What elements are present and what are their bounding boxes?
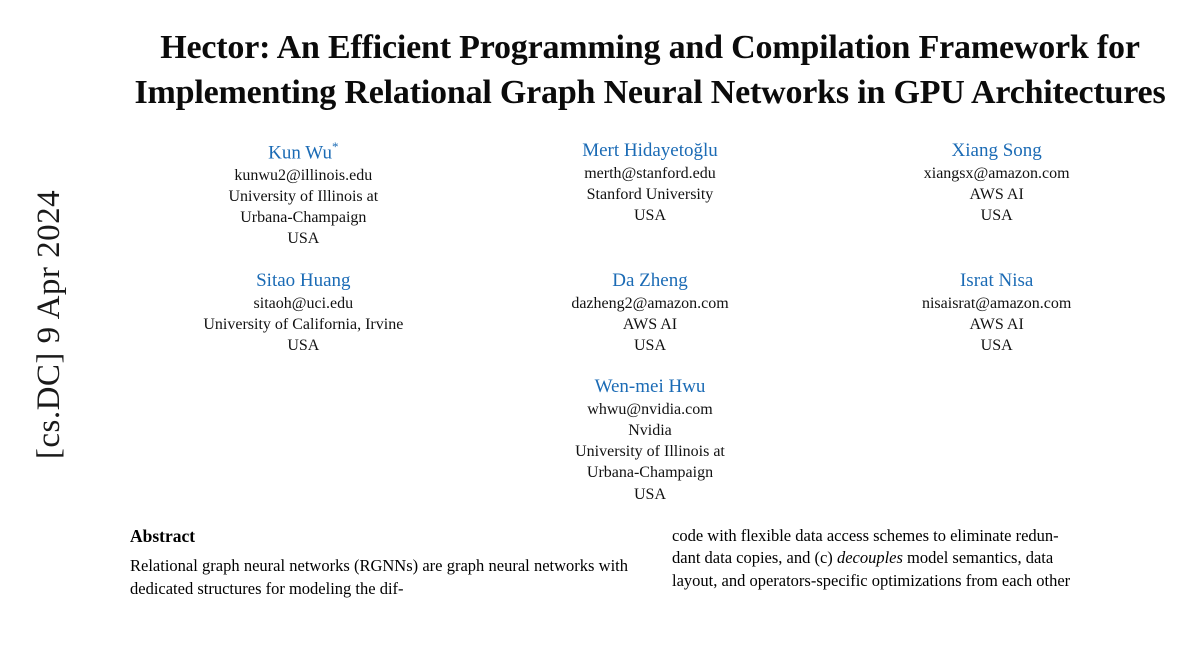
arxiv-identifier-stamp: [0, 0, 100, 648]
author-entry: [130, 138, 477, 250]
author-affiliation-line: University of California, Irvine: [203, 315, 404, 333]
author-block: [130, 138, 1170, 505]
author-name: Mert Hidayetoğlu: [582, 139, 718, 161]
author-affiliation-line: Stanford University: [586, 185, 714, 203]
author-entry: [477, 138, 824, 250]
author-email: sitaoh@uci.edu: [253, 294, 354, 312]
right-column: [672, 525, 1170, 601]
author-marker: *: [331, 138, 339, 154]
author-affiliation-line: Urbana-Champaign: [586, 464, 714, 482]
author-affiliation-line: USA: [633, 207, 666, 225]
author-name: [130, 138, 477, 165]
author-affiliation-line: AWS AI: [622, 315, 678, 333]
abstract-column: [130, 525, 628, 601]
author-email: nisaisrat@amazon.com: [921, 294, 1072, 312]
right-column-line-2: [672, 547, 1170, 569]
author-entry: [823, 268, 1170, 356]
author-affiliation-line: University of Illinois at: [228, 188, 379, 206]
author-name: Da Zheng: [612, 269, 688, 291]
author-entry: [823, 138, 1170, 250]
author-affiliation-line: Urbana-Champaign: [240, 209, 367, 227]
body-columns: [130, 525, 1170, 601]
author-name: Israt Nisa: [959, 269, 1034, 291]
right-column-line-2-post: model semantics, data: [902, 548, 1054, 568]
author-affiliation-line: Nvidia: [628, 422, 672, 440]
author-name-text: Kun Wu: [268, 142, 332, 164]
arxiv-stamp-text: [cs.DC] 9 Apr 2024: [31, 189, 68, 459]
right-column-line-3: layout, and operators-specific optimizations from each other: [672, 570, 1071, 590]
author-affiliation-line: AWS AI: [969, 315, 1024, 333]
author-entry: [477, 374, 824, 505]
author-entry: [130, 268, 477, 356]
author-affiliation-line: USA: [287, 336, 320, 354]
author-email: whwu@nvidia.com: [587, 401, 713, 419]
author-affiliation-line: University of Illinois at: [575, 443, 725, 461]
author-name: Sitao Huang: [256, 269, 351, 291]
author-affiliation-line: AWS AI: [969, 185, 1024, 203]
author-affiliation-line: USA: [633, 485, 666, 503]
abstract-heading: Abstract: [130, 525, 196, 546]
right-column-emphasis: decouples: [836, 548, 903, 568]
page-title: Hector: An Efficient Programming and Compilation Framework for Implementing Relational Graph Neural Networks in GPU Architectures: [134, 29, 1166, 111]
right-column-line-2-pre: dant data copies, and (c): [672, 548, 837, 568]
author-name: Xiang Song: [951, 139, 1042, 161]
author-affiliation-line: USA: [633, 336, 666, 354]
author-email: dazheng2@amazon.com: [571, 294, 729, 312]
right-column-line-1: code with flexible data access schemes to eliminate redun-: [672, 525, 1059, 545]
author-email: kunwu2@illinois.edu: [234, 167, 373, 185]
author-affiliation-line: USA: [287, 230, 320, 248]
paper-page: [100, 0, 1200, 648]
author-entry: [477, 268, 824, 356]
author-affiliation-line: USA: [980, 207, 1013, 225]
author-email: xiangsx@amazon.com: [923, 164, 1070, 182]
abstract-text: Relational graph neural networks (RGNNs) are graph neural networks with dedicated structures for modeling the dif-: [130, 556, 628, 598]
author-email: merth@stanford.edu: [584, 164, 716, 182]
author-affiliation-line: USA: [980, 336, 1013, 354]
author-name: Wen-mei Hwu: [594, 376, 706, 397]
